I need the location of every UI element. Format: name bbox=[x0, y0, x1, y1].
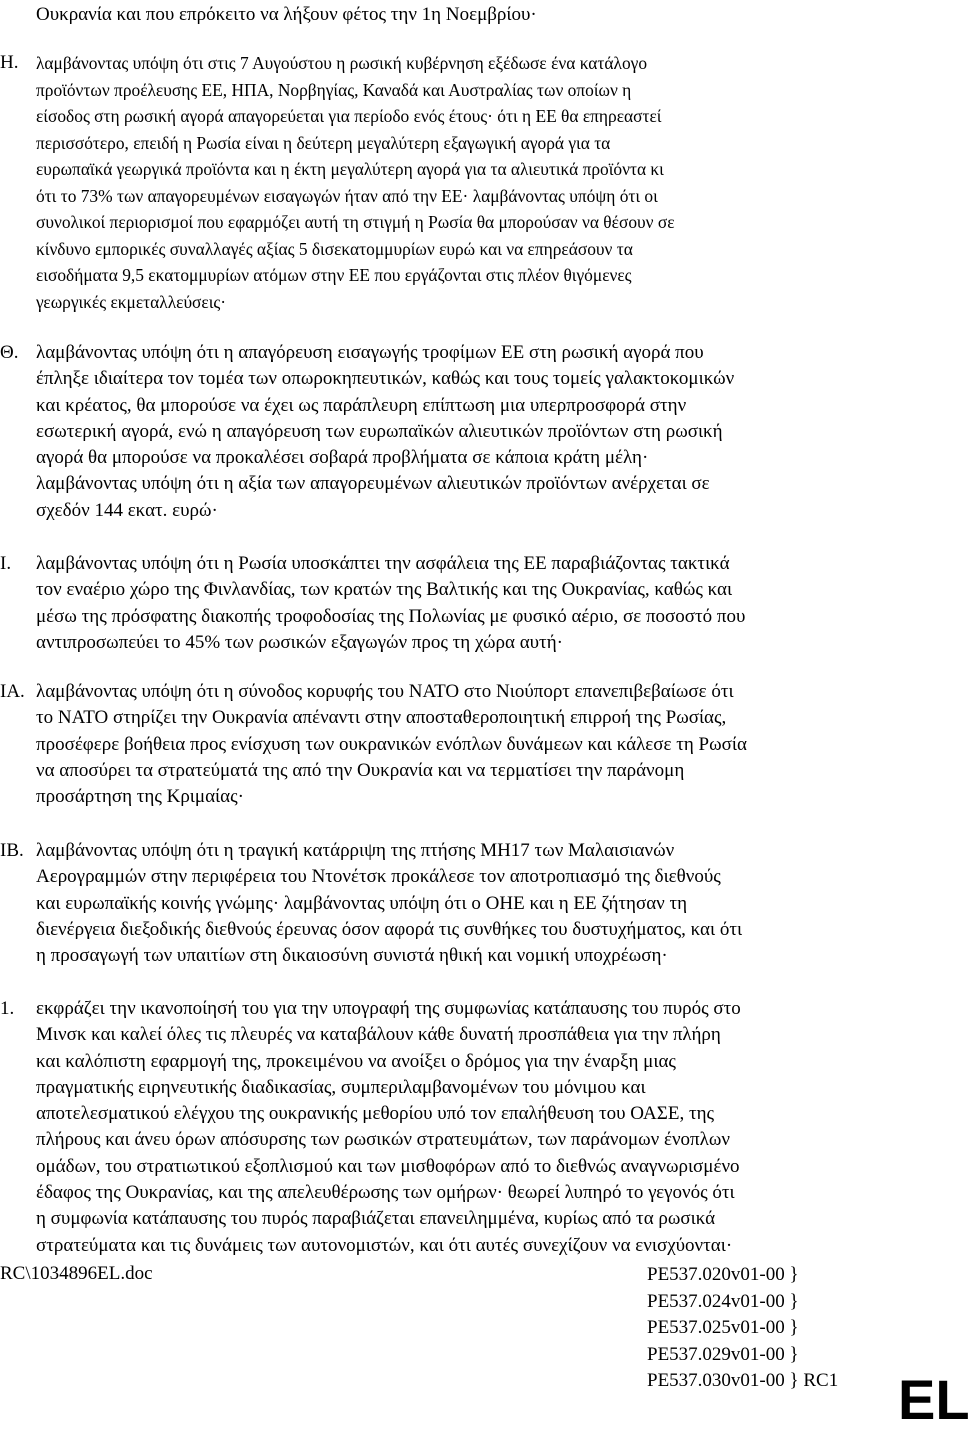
pe-reference: PE537.024v01-00 } bbox=[647, 1290, 799, 1312]
text-line: είσοδος στη ρωσική αγορά απαγορεύεται για περίοδο ενός έτους· ότι η ΕΕ θα επηρεαστεί bbox=[36, 106, 662, 126]
text-line: προσάρτηση της Κριμαίας· bbox=[36, 786, 244, 808]
text-line: και ευρωπαϊκής κοινής γνώμης· λαμβάνοντας υπόψη ότι ο ΟΗΕ και η ΕΕ ζήτησαν τη bbox=[36, 892, 688, 914]
text-line: πραγματικής ειρηνευτικής διαδικασίας, συμπεριλαμβανομένων του μόνιμου και bbox=[36, 1076, 646, 1098]
text-line: λαμβάνοντας υπόψη ότι η τραγική κατάρριψη της πτήσης ΜΗ17 των Μαλαισιανών bbox=[36, 840, 675, 861]
text-line: μέσω της πρόσφατης διακοπής τροφοδοσίας της Πολωνίας με φυσικό αέριο, σε ποσοστό που bbox=[36, 605, 746, 627]
text-line: λαμβάνοντας υπόψη ότι η Ρωσία υποσκάπτει την ασφάλεια της ΕΕ παραβιάζοντας τακτικά bbox=[36, 553, 730, 574]
document-reference: RC\1034896EL.doc bbox=[0, 1263, 153, 1284]
text-line: προσέφερε βοήθεια προς ενίσχυση των ουκρανικών ενόπλων δυνάμεων και κάλεσε τη Ρωσία bbox=[36, 733, 747, 755]
text-line: λαμβάνοντας υπόψη ότι η αξία των απαγορευμένων αλιευτικών προϊόντων ανέρχεται σε bbox=[36, 473, 710, 495]
recital-label: Η. bbox=[0, 52, 19, 73]
text-line: εσωτερική αγορά, ενώ η απαγόρευση των ευρωπαϊκών αλιευτικών προϊόντων στη ρωσική bbox=[36, 420, 723, 442]
recital-label: ΙΒ. bbox=[0, 840, 24, 861]
pe-reference: PE537.030v01-00 } RC1 bbox=[647, 1370, 839, 1392]
recital-body bbox=[36, 340, 916, 524]
pe-references bbox=[647, 1262, 838, 1395]
intro-line: Ουκρανία και που επρόκειτο να λήξουν φέτος την 1η Νοεμβρίου· bbox=[36, 4, 537, 25]
text-line: αντιπροσωπεύει το 45% των ρωσικών εξαγωγών προς τη χώρα αυτή· bbox=[36, 631, 563, 653]
text-line: και καλόπιστη εφαρμογή της, προκειμένου να ανοίξει ο δρόμος για την έναρξη μιας bbox=[36, 1050, 676, 1072]
recital-body bbox=[36, 838, 916, 969]
text-line: αγορά θα μπορούσε να προκαλέσει σοβαρά προβλήματα σε κάποια κράτη μέλη· bbox=[36, 447, 649, 469]
text-line: τον εναέριο χώρο της Φινλανδίας, των κρατών της Βαλτικής και της Ουκρανίας, καθώς και bbox=[36, 579, 733, 601]
language-code: EL bbox=[898, 1368, 970, 1431]
recital-label: ΙΑ. bbox=[0, 681, 25, 702]
text-line: λαμβάνοντας υπόψη ότι η σύνοδος κορυφής του ΝΑΤΟ στο Νιούπορτ επανεπιβεβαίωσε ότι bbox=[36, 681, 734, 702]
text-line: Αερογραμμών στην περιφέρεια του Ντονέτσκ προκάλεσε τον αποτροπιασμό της διεθνούς bbox=[36, 866, 721, 888]
paragraph-number: 1. bbox=[0, 998, 15, 1019]
text-line: πλήρους και άνευ όρων απόσυρσης των ρωσικών στρατευμάτων, των παράνομων ένοπλων bbox=[36, 1129, 730, 1151]
recital-body bbox=[36, 50, 916, 315]
text-line: λαμβάνοντας υπόψη ότι η απαγόρευση εισαγωγής τροφίμων ΕΕ στη ρωσική αγορά που bbox=[36, 342, 704, 363]
paragraph-body bbox=[36, 996, 916, 1259]
text-line: συνολικοί περιορισμοί που εφαρμόζει αυτή τη στιγμή η Ρωσία θα μπορούσαν να θέσουν σε bbox=[36, 212, 675, 232]
text-line: λαμβάνοντας υπόψη ότι στις 7 Αυγούστου η ρωσική κυβέρνηση εξέδωσε ένα κατάλογο bbox=[36, 53, 648, 73]
pe-reference: PE537.020v01-00 } bbox=[647, 1264, 799, 1285]
text-line: ευρωπαϊκά γεωργικά προϊόντα και η έκτη μεγαλύτερη αγορά για τα αλιευτικά προϊόντα κι bbox=[36, 159, 664, 179]
text-line: και κρέατος, θα μπορούσε να έχει ως παράπλευρη επίπτωση μια υπερπροσφορά στην bbox=[36, 394, 687, 416]
text-line: προϊόντων προέλευσης ΕΕ, ΗΠΑ, Νορβηγίας, Καναδά και Αυστραλίας των οποίων η bbox=[36, 79, 632, 100]
text-line: να αποσύρει τα στρατεύματά της από την Ουκρανία και να τερματίσει την παράνομη bbox=[36, 759, 685, 781]
recital-body bbox=[36, 551, 916, 656]
pe-reference: PE537.025v01-00 } bbox=[647, 1317, 799, 1339]
text-line: έδαφος της Ουκρανίας, και της απελευθέρωσης των ομήρων· θεωρεί λυπηρό το γεγονός ότι bbox=[36, 1182, 735, 1204]
text-line: ότι το 73% των απαγορευμένων εισαγωγών ήταν από την ΕΕ· λαμβάνοντας υπόψη ότι οι bbox=[36, 185, 658, 206]
text-line: εκφράζει την ικανοποίησή του για την υπογραφή της συμφωνίας κατάπαυσης του πυρός στο bbox=[36, 998, 741, 1019]
text-line: σχεδόν 144 εκατ. ευρώ· bbox=[36, 499, 218, 521]
text-line: διενέργεια διεξοδικής διεθνούς έρευνας όσον αφορά τις συνθήκες του δυστυχήματος, και ότι bbox=[36, 918, 743, 940]
text-line: η συμφωνία κατάπαυσης του πυρός παραβιάζεται επανειλημμένα, κυρίως από τα ρωσικά bbox=[36, 1208, 716, 1230]
recital-label: Ι. bbox=[0, 553, 12, 574]
text-line: ομάδων, του στρατιωτικού εξοπλισμού και των μισθοφόρων από το διεθνώς αναγνωρισμένο bbox=[36, 1155, 740, 1177]
text-line: το ΝΑΤΟ στηρίζει την Ουκρανία απέναντι στην αποσταθεροποιητική επιρροή της Ρωσίας, bbox=[36, 707, 727, 729]
text-line: κίνδυνο εμπορικές συναλλαγές αξίας 5 δισεκατομμυρίων ευρώ και να επηρεάσουν τα bbox=[36, 238, 633, 259]
text-line: η προσαγωγή των υπαιτίων στη δικαιοσύνη συνιστά ηθική και νομική υποχρέωση· bbox=[36, 945, 668, 967]
text-line: αποτελεσματικού ελέγχου της ουκρανικής μεθορίου υπό τον επαλήθευση του ΟΑΣΕ, της bbox=[36, 1103, 715, 1125]
text-line: Μινσκ και καλεί όλες τις πλευρές να καταβάλουν κάθε δυνατή προσπάθεια για την πλήρη bbox=[36, 1024, 721, 1046]
text-line: γεωργικές εκμεταλλεύσεις· bbox=[36, 291, 227, 312]
recital-label: Θ. bbox=[0, 342, 19, 363]
text-line: στρατεύματα και τις δυνάμεις των αυτονομιστών, και ότι αυτές συνεχίζουν να ενισχύονται· bbox=[36, 1234, 733, 1256]
pe-reference: PE537.029v01-00 } bbox=[647, 1343, 799, 1365]
text-line: έπληξε ιδιαίτερα τον τομέα των οπωροκηπευτικών, καθώς και τους τομείς γαλακτοκομικών bbox=[36, 368, 735, 390]
text-line: εισοδήματα 9,5 εκατομμυρίων ατόμων στην ΕΕ που εργάζονται στις πλέον θιγόμενες bbox=[36, 265, 632, 285]
recital-body bbox=[36, 679, 916, 810]
text-line: περισσότερο, επειδή η Ρωσία είναι η δεύτερη μεγαλύτερη εξαγωγική αγορά για τα bbox=[36, 132, 611, 153]
